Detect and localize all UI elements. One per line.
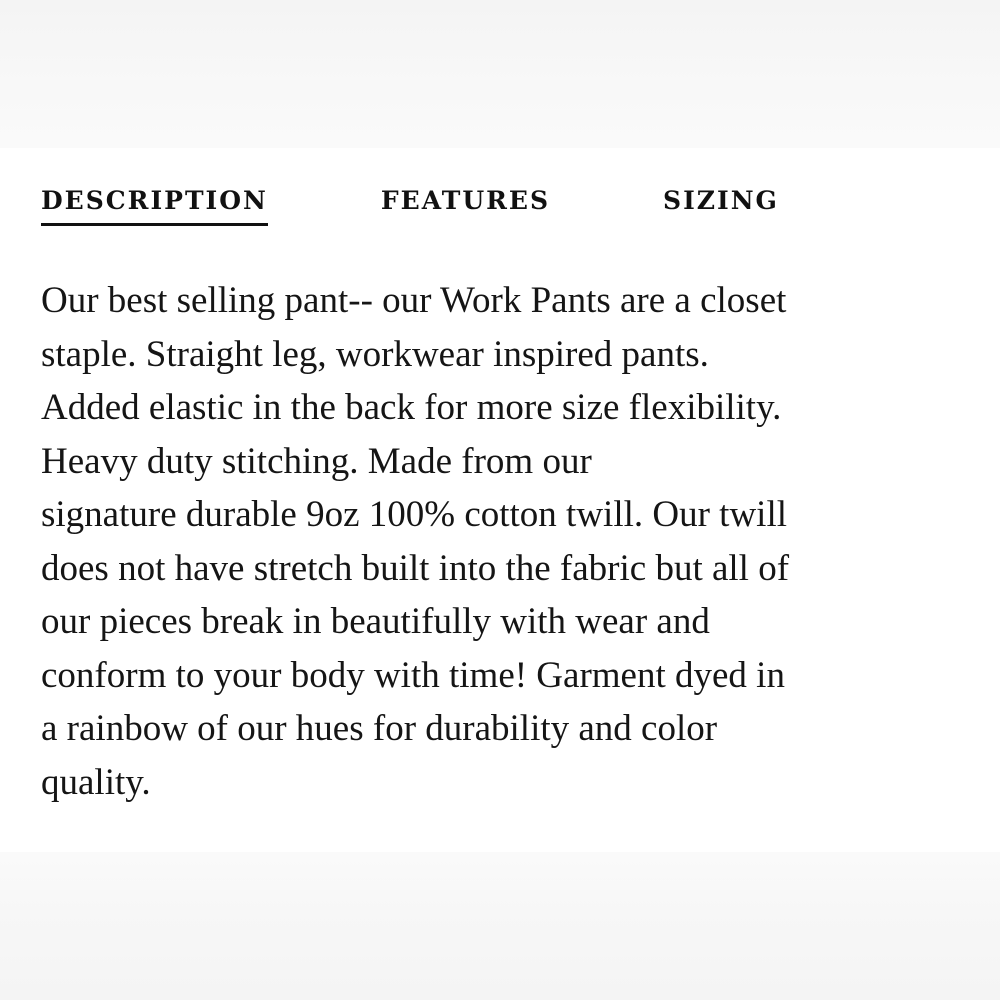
description-line: conform to your body with time! Garment dyed in bbox=[41, 654, 785, 696]
blurred-bottom-background bbox=[0, 852, 1000, 1000]
description-line: does not have stretch built into the fabric but all of bbox=[41, 547, 790, 589]
description-text bbox=[41, 274, 941, 809]
description-line: a rainbow of our hues for durability and color bbox=[41, 708, 718, 749]
tab-sizing[interactable]: SIZING bbox=[663, 186, 779, 215]
blurred-top-background bbox=[0, 0, 1000, 148]
description-line: Our best selling pant-- our Work Pants are a closet bbox=[41, 280, 787, 321]
description-line: Heavy duty stitching. Made from our bbox=[41, 440, 592, 482]
description-line: signature durable 9oz 100% cotton twill. Our twill bbox=[41, 494, 788, 535]
description-line: our pieces break in beautifully with wear and bbox=[41, 601, 710, 642]
description-line: staple. Straight leg, workwear inspired pants. bbox=[41, 333, 709, 375]
product-info-panel bbox=[0, 148, 1000, 852]
product-tabs bbox=[41, 186, 779, 226]
tab-features[interactable]: FEATURES bbox=[380, 186, 551, 215]
description-line: quality. bbox=[41, 761, 151, 803]
tab-description[interactable]: DESCRIPTION bbox=[41, 186, 268, 226]
description-line: Added elastic in the back for more size flexibility. bbox=[41, 387, 782, 428]
